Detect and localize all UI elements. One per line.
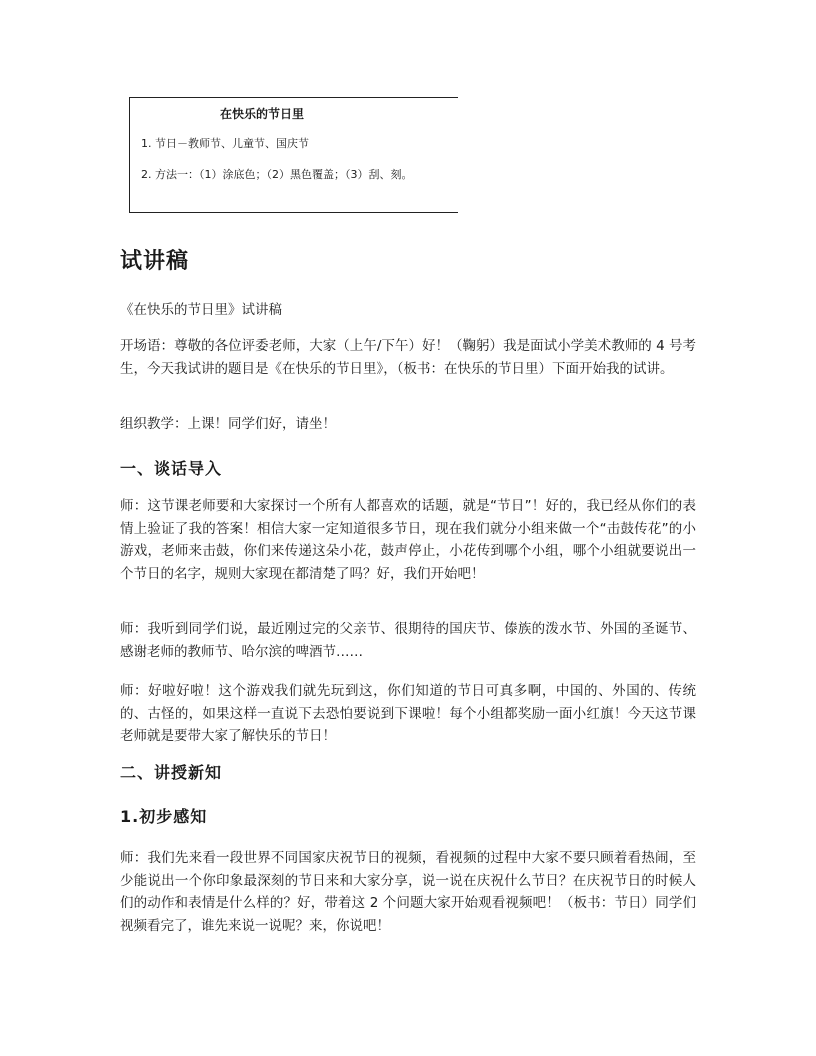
subsection-1-heading: 1.初步感知 bbox=[120, 807, 208, 826]
section-2-heading: 二、讲授新知 bbox=[120, 763, 223, 782]
section-1-paragraph-3: 师：好啦好啦！这个游戏我们就先玩到这，你们知道的节日可真多啊，中国的、外国的、传统的、古怪的，如果这样一直说下去恐怕要说到下课啦！每个小组都奖励一面小红旗！今天这节课老师就是要带大家了解快乐的节日！ bbox=[120, 683, 696, 744]
document-subtitle: 《在快乐的节日里》试讲稿 bbox=[120, 302, 282, 318]
opening-paragraph: 开场语：尊敬的各位评委老师，大家（上午/下午）好！（鞠躬）我是面试小学美术教师的 4 号考生，今天我试讲的题目是《在快乐的节日里》，（板书：在快乐的节日里）下面开始我的试讲。 bbox=[120, 338, 696, 377]
section-1-paragraph-2: 师：我听到同学们说，最近刚过完的父亲节、很期待的国庆节、傣族的泼水节、外国的圣诞节、感谢老师的教师节、哈尔滨的啤酒节…… bbox=[120, 621, 696, 660]
section-1-heading: 一、谈话导入 bbox=[120, 459, 223, 478]
board-line-1: 1. 节日－教师节、儿童节、国庆节 bbox=[141, 137, 309, 150]
board-title: 在快乐的节日里 bbox=[220, 107, 305, 121]
section-2-paragraph-1: 师：我们先来看一段世界不同国家庆祝节日的视频，看视频的过程中大家不要只顾着看热闹，至少能说出一个你印象最深刻的节日来和大家分享，说一说在庆祝什么节日？在庆祝节日的时候人们的动作和表情是什么样的？好，带着这 2 个问题大家开始观看视频吧！（板书：节日）同学们视频看完了，谁先来说一说呢？来，你说吧！ bbox=[120, 850, 696, 934]
organize-paragraph: 组织教学：上课！同学们好，请坐！ bbox=[120, 416, 336, 432]
section-1-paragraph-1: 师：这节课老师要和大家探讨一个所有人都喜欢的话题，就是“节日”！好的，我已经从你们的表情上验证了我的答案！相信大家一定知道很多节日，现在我们就分小组来做一个“击鼓传花”的小游戏，老师来击鼓，你们来传递这朵小花，鼓声停止，小花传到哪个小组，哪个小组就要说出一个节日的名字，规则大家现在都清楚了吗？好，我们开始吧！ bbox=[120, 498, 696, 582]
blackboard-summary-box bbox=[129, 97, 458, 213]
document-title: 试讲稿 bbox=[120, 249, 190, 274]
board-line-2: 2. 方法一：（1）涂底色；（2）黑色覆盖；（3）刮、刻。 bbox=[141, 168, 413, 181]
